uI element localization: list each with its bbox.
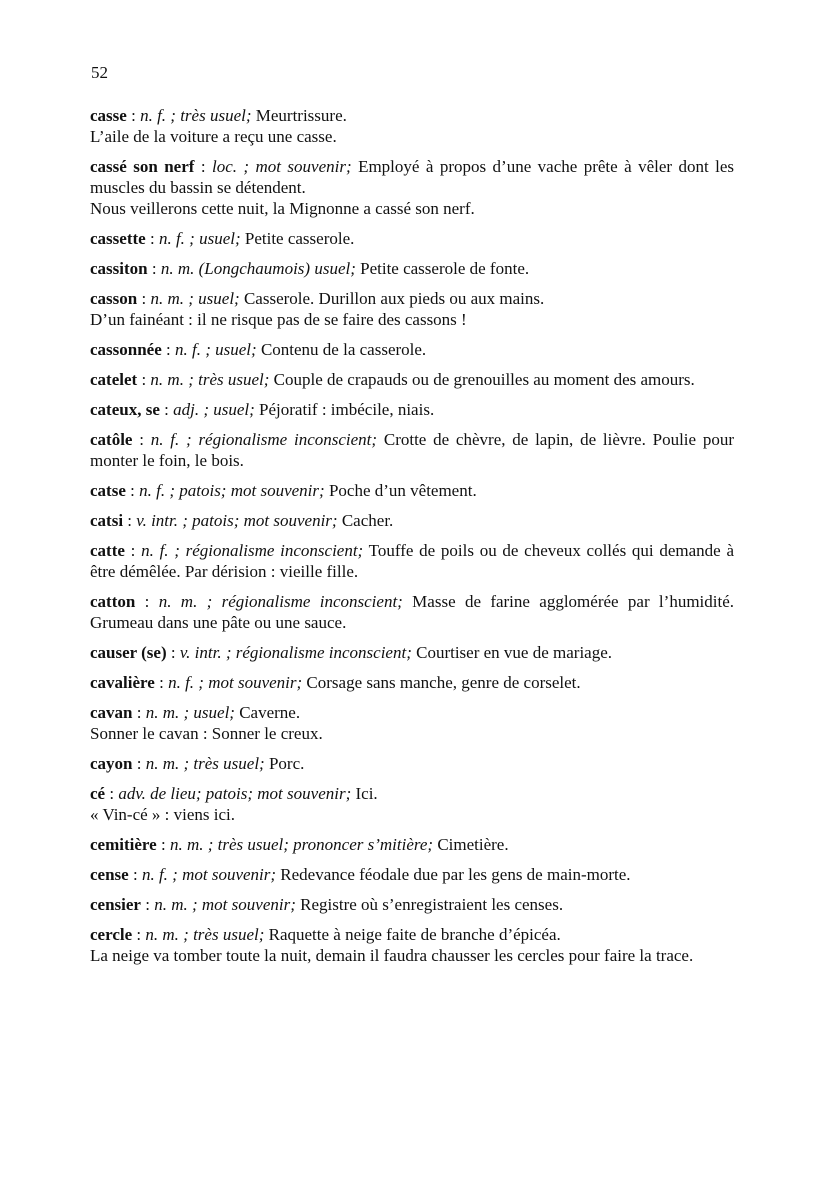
grammar-note: n. m. (Longchaumois) usuel; bbox=[160, 259, 356, 278]
entry-ce: cé : adv. de lieu; patois; mot souvenir; Ici. « Vin-cé » : viens ici. bbox=[90, 783, 734, 825]
headword: cassonnée bbox=[90, 340, 162, 359]
definition: Redevance féodale due par les gens de main-morte. bbox=[280, 865, 631, 884]
headword: cateux, se bbox=[90, 400, 160, 419]
headword: cé bbox=[90, 784, 106, 803]
entry-censier: censier : n. m. ; mot souvenir; Registre où s’enregistraient les censes. bbox=[90, 895, 564, 914]
definition: Contenu de la casserole. bbox=[260, 340, 427, 359]
definition: Porc. bbox=[268, 754, 305, 773]
example: L’aile de la voiture a reçu une casse. bbox=[90, 127, 337, 146]
headword: catton bbox=[90, 592, 136, 611]
entry-cemitiere: cemitière : n. m. ; très usuel; prononcer s’mitière; Cimetière. bbox=[90, 835, 509, 854]
headword: casse bbox=[90, 106, 127, 125]
definition: Courtiser en vue de mariage. bbox=[416, 643, 613, 662]
entry-cavan: cavan : n. m. ; usuel; Caverne. Sonner le cavan : Sonner le creux. bbox=[90, 702, 734, 744]
entry-casse: casse : n. f. ; très usuel; Meurtrissure. L’aile de la voiture a reçu une casse. bbox=[90, 105, 734, 147]
entry-cercle: cercle : n. m. ; très usuel; Raquette à neige faite de branche d’épicéa. La neige va tomber toute la nuit, demain il faudra chausser les cercles pour faire la trace. bbox=[90, 924, 734, 966]
grammar-note: n. m. ; très usuel; prononcer s’mitière; bbox=[169, 835, 434, 854]
headword: catse bbox=[90, 481, 126, 500]
example: D’un fainéant : il ne risque pas de se faire des cassons ! bbox=[90, 310, 467, 329]
entry-cayon: cayon : n. m. ; très usuel; Porc. bbox=[90, 754, 305, 773]
headword: cercle bbox=[90, 925, 133, 944]
entry-catelet: catelet : n. m. ; très usuel; Couple de crapauds ou de grenouilles au moment des amours. bbox=[90, 370, 695, 389]
definition: Masse de farine agglomérée par l’humidité. Grumeau dans une pâte ou une sauce. bbox=[90, 592, 735, 632]
page-number: 52 bbox=[91, 63, 108, 82]
definition: Raquette à neige faite de branche d’épicéa. bbox=[268, 925, 561, 944]
headword: catôle bbox=[90, 430, 133, 449]
grammar-note: adv. de lieu; patois; mot souvenir; bbox=[118, 784, 352, 803]
definition: Poche d’un vêtement. bbox=[328, 481, 477, 500]
grammar-note: n. m. ; usuel; bbox=[145, 703, 235, 722]
definition: Employé à propos d’une vache prête à vêler dont les muscles du bassin se détendent. bbox=[90, 157, 734, 197]
entry-causer-se: causer (se) : v. intr. ; régionalisme inconscient; Courtiser en vue de mariage. bbox=[90, 643, 613, 662]
entry-catton: catton : n. m. ; régionalisme inconscient; Masse de farine agglomérée par l’humidité. Grumeau dans une pâte ou une sauce. bbox=[90, 592, 735, 632]
grammar-note: n. m. ; très usuel; bbox=[145, 925, 265, 944]
entry-casson: casson : n. m. ; usuel; Casserole. Durillon aux pieds ou aux mains. D’un fainéant : il ne risque pas de se faire des cassons ! bbox=[90, 288, 734, 330]
grammar-note: n. f. ; usuel; bbox=[175, 340, 257, 359]
headword: catsi bbox=[90, 511, 124, 530]
grammar-note: n. m. ; mot souvenir; bbox=[154, 895, 296, 914]
grammar-note: n. f. ; mot souvenir; bbox=[141, 865, 277, 884]
entry-catte: catte : n. f. ; régionalisme inconscient; Touffe de poils ou de cheveux collés qui demande à être démêlée. Par dérision : vieille fille. bbox=[90, 541, 734, 581]
definition: Casserole. Durillon aux pieds ou aux mains. bbox=[243, 289, 545, 308]
headword: cense bbox=[90, 865, 129, 884]
grammar-note: loc. ; mot souvenir; bbox=[212, 157, 352, 176]
headword: catelet bbox=[90, 370, 138, 389]
definition: Meurtrissure. bbox=[255, 106, 347, 125]
grammar-note: n. f. ; régionalisme inconscient; bbox=[150, 430, 378, 449]
entry-catsi: catsi : v. intr. ; patois; mot souvenir; Cacher. bbox=[90, 511, 394, 530]
example: Sonner le cavan : Sonner le creux. bbox=[90, 724, 323, 743]
entry-cassiton: cassiton : n. m. (Longchaumois) usuel; Petite casserole de fonte. bbox=[90, 259, 530, 278]
example: « Vin-cé » : viens ici. bbox=[90, 805, 236, 824]
definition: Corsage sans manche, genre de corselet. bbox=[306, 673, 581, 692]
grammar-note: n. m. ; régionalisme inconscient; bbox=[158, 592, 403, 611]
definition: Péjoratif : imbécile, niais. bbox=[259, 400, 435, 419]
entry-catse: catse : n. f. ; patois; mot souvenir; Poche d’un vêtement. bbox=[90, 481, 477, 500]
grammar-note: n. f. ; mot souvenir; bbox=[168, 673, 303, 692]
definition: Couple de crapauds ou de grenouilles au moment des amours. bbox=[273, 370, 695, 389]
headword: cemitière bbox=[90, 835, 157, 854]
entry-cavaliere: cavalière : n. f. ; mot souvenir; Corsage sans manche, genre de corselet. bbox=[90, 673, 581, 692]
definition: Touffe de poils ou de cheveux collés qui demande à être démêlée. Par dérision : vieille fille. bbox=[90, 541, 734, 581]
definition: Cimetière. bbox=[437, 835, 509, 854]
grammar-note: adj. ; usuel; bbox=[173, 400, 255, 419]
headword: catte bbox=[90, 541, 125, 560]
example: Nous veillerons cette nuit, la Mignonne a cassé son nerf. bbox=[90, 199, 475, 218]
grammar-note: n. f. ; régionalisme inconscient; bbox=[141, 541, 364, 560]
entry-cense: cense : n. f. ; mot souvenir; Redevance féodale due par les gens de main-morte. bbox=[90, 865, 631, 884]
definition: Registre où s’enregistraient les censes. bbox=[300, 895, 564, 914]
entry-cateux: cateux, se : adj. ; usuel; Péjoratif : imbécile, niais. bbox=[90, 400, 435, 419]
headword: cassette bbox=[90, 229, 146, 248]
headword: cassiton bbox=[90, 259, 148, 278]
headword: cavan bbox=[90, 703, 133, 722]
headword: censier bbox=[90, 895, 141, 914]
headword: causer (se) bbox=[90, 643, 167, 662]
entry-cassonnee: cassonnée : n. f. ; usuel; Contenu de la casserole. bbox=[90, 340, 427, 359]
definition: Caverne. bbox=[239, 703, 301, 722]
example: La neige va tomber toute la nuit, demain il faudra chausser les cercles pour faire la trace. bbox=[90, 946, 694, 965]
grammar-note: n. m. ; très usuel; bbox=[145, 754, 265, 773]
grammar-note: n. f. ; usuel; bbox=[158, 229, 241, 248]
grammar-note: n. m. ; très usuel; bbox=[150, 370, 270, 389]
headword: cavalière bbox=[90, 673, 155, 692]
entry-cassette: cassette : n. f. ; usuel; Petite casserole. bbox=[90, 229, 355, 248]
headword: cassé son nerf bbox=[90, 157, 195, 176]
headword: cayon bbox=[90, 754, 133, 773]
definition: Petite casserole. bbox=[244, 229, 355, 248]
dictionary-entries bbox=[90, 105, 734, 975]
headword: casson bbox=[90, 289, 138, 308]
entry-casse-son-nerf: cassé son nerf : loc. ; mot souvenir; Employé à propos d’une vache prête à vêler dont les muscles du bassin se détendent. Nous veillerons cette nuit, la Mignonne a cassé son nerf. bbox=[90, 157, 734, 218]
grammar-note: n. f. ; très usuel; bbox=[140, 106, 252, 125]
definition: Ici. bbox=[355, 784, 378, 803]
grammar-note: n. f. ; patois; mot souvenir; bbox=[139, 481, 325, 500]
grammar-note: v. intr. ; patois; mot souvenir; bbox=[136, 511, 338, 530]
grammar-note: v. intr. ; régionalisme inconscient; bbox=[179, 643, 412, 662]
definition: Crotte de chèvre, de lapin, de lièvre. Poulie pour monter le foin, le bois. bbox=[90, 430, 734, 470]
definition: Petite casserole de fonte. bbox=[360, 259, 530, 278]
grammar-note: n. m. ; usuel; bbox=[150, 289, 240, 308]
definition: Cacher. bbox=[341, 511, 394, 530]
entry-catole: catôle : n. f. ; régionalisme inconscient; Crotte de chèvre, de lapin, de lièvre. Poulie pour monter le foin, le bois. bbox=[90, 430, 734, 470]
